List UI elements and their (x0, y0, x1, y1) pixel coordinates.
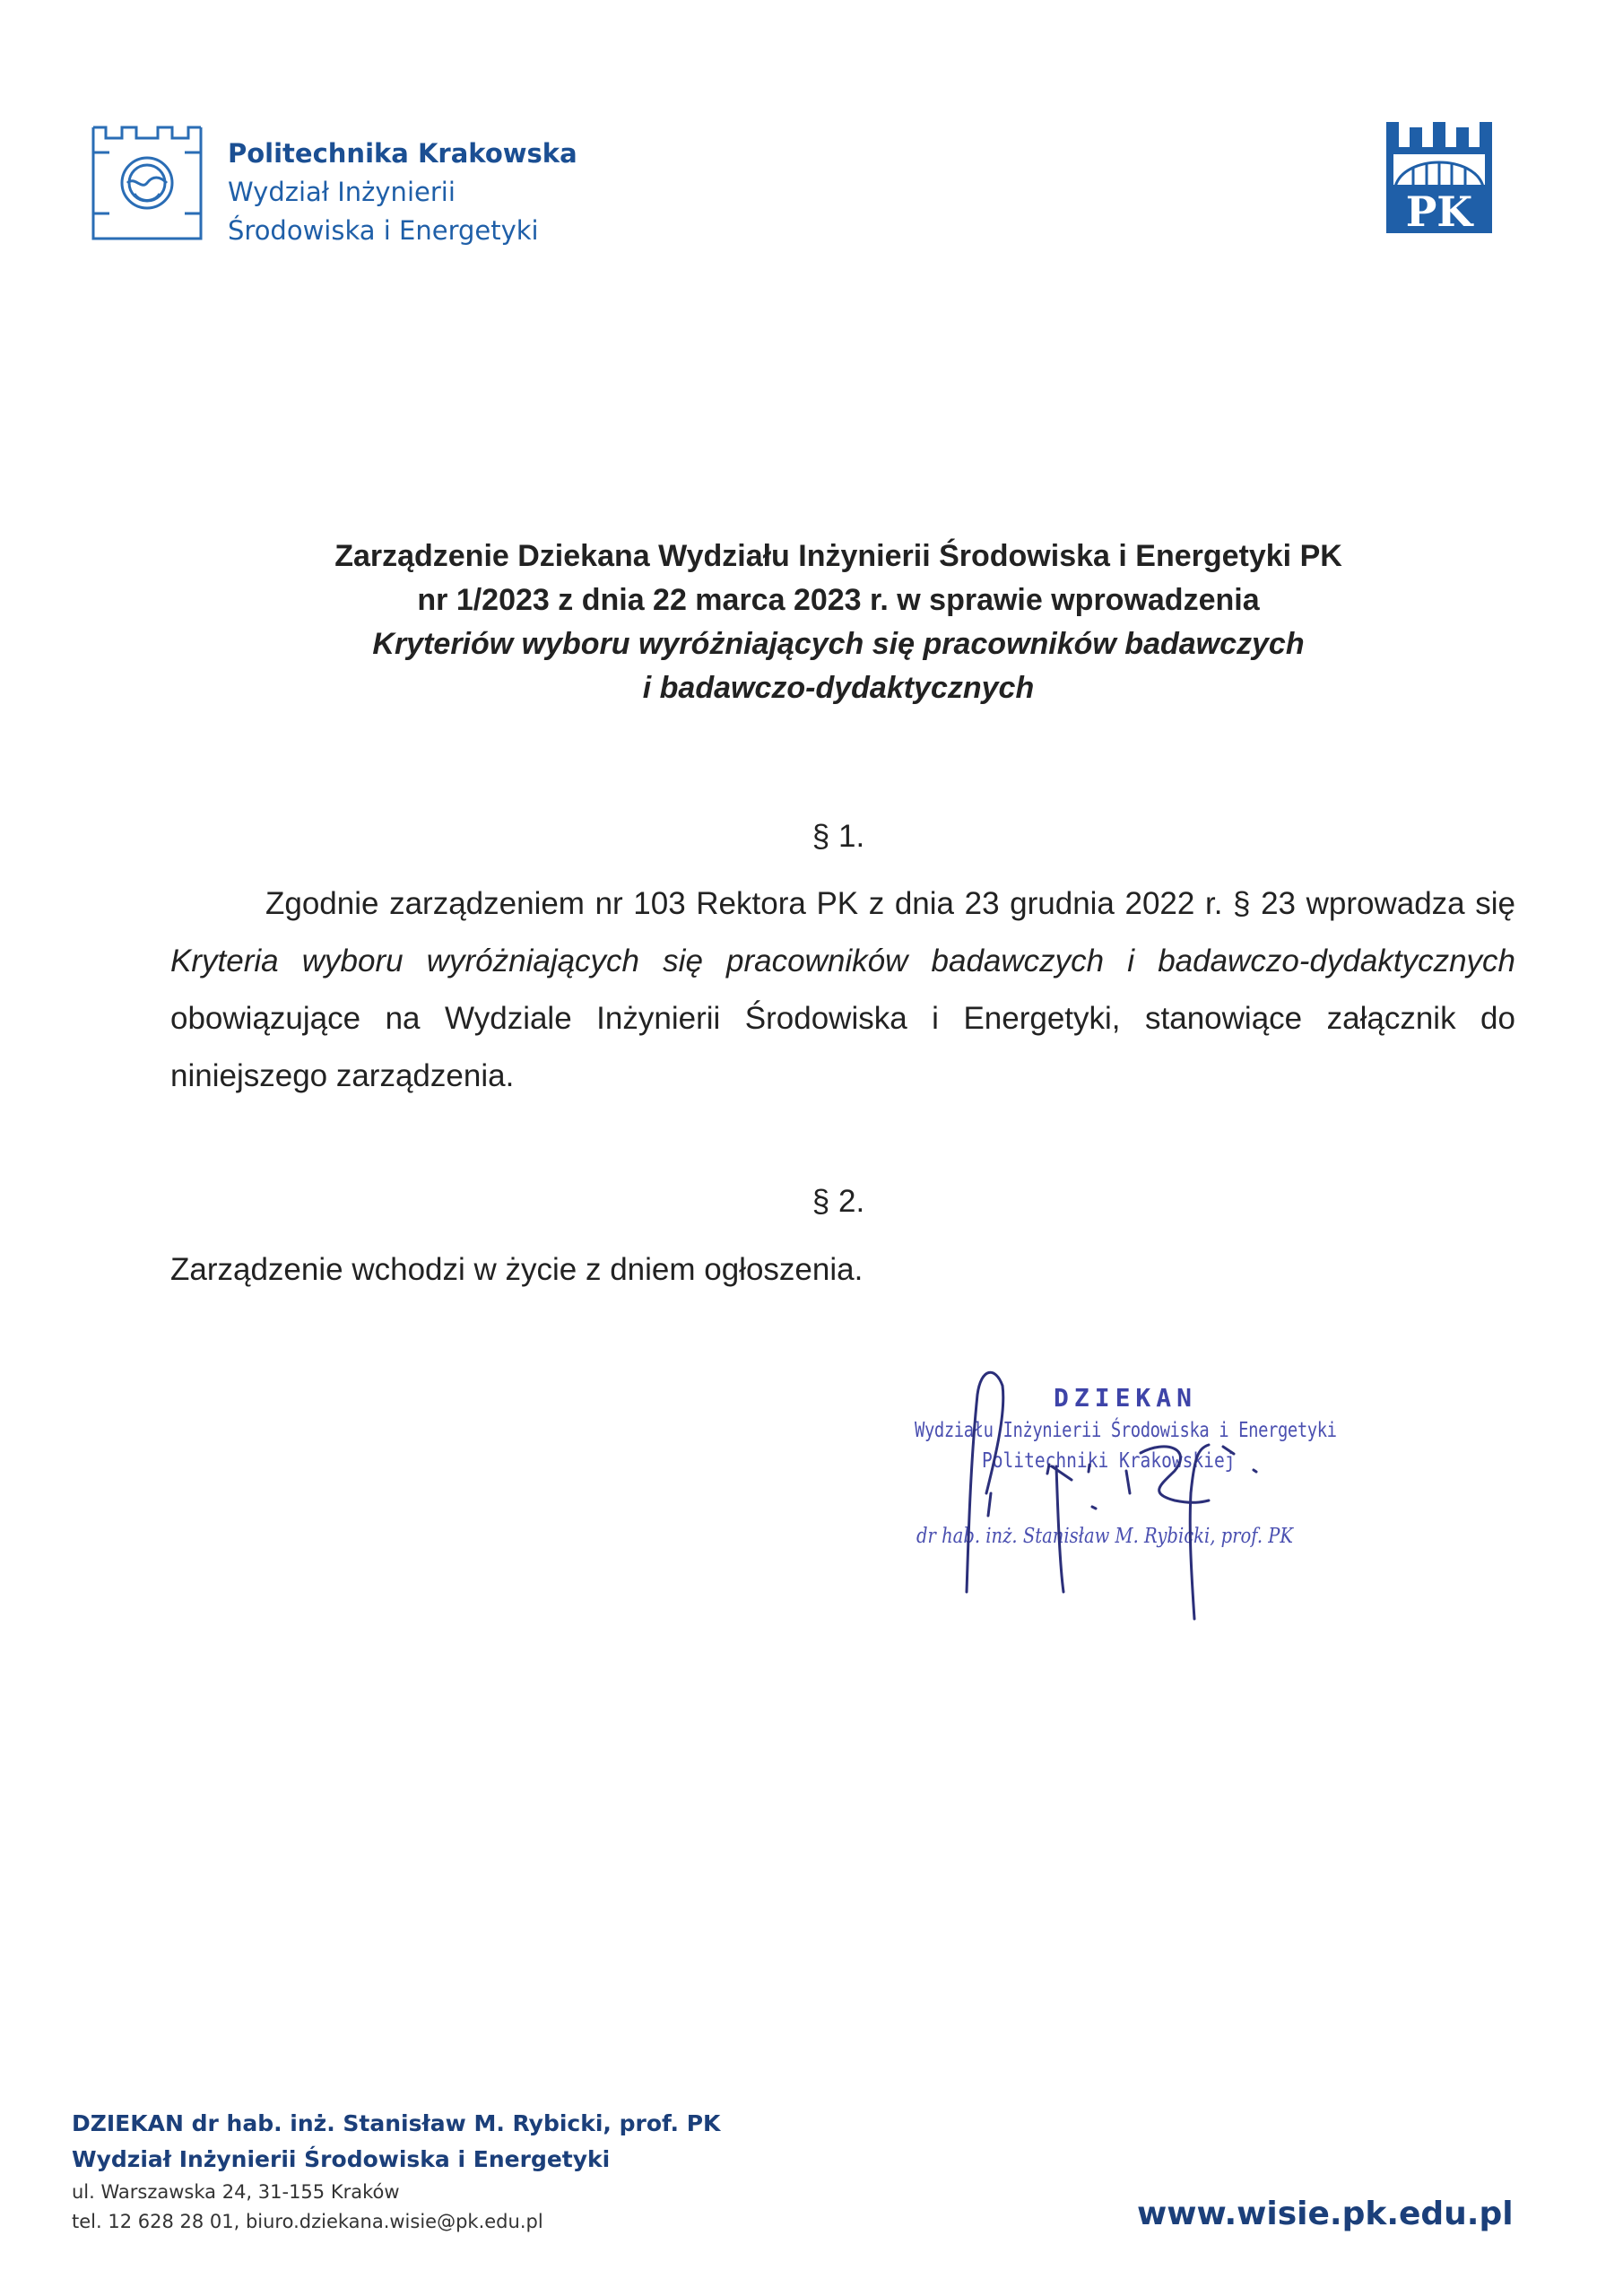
faculty-name-line3: Środowiska i Energetyki (228, 215, 539, 246)
footer-dean: DZIEKAN dr hab. inż. Stanisław M. Rybicki, prof. PK (72, 2110, 721, 2136)
stamp-title: DZIEKAN (1054, 1383, 1198, 1413)
website-link[interactable]: www.wisie.pk.edu.pl (1137, 2196, 1514, 2232)
section2-text: Zarządzenie wchodzi w życie z dniem ogłoszenia. (170, 1252, 864, 1287)
university-name: Politechnika Krakowska (228, 138, 577, 169)
section1-text (170, 875, 1515, 1105)
footer (72, 2106, 720, 2237)
section1-mark: § 1. (812, 819, 865, 854)
handwritten-signature-icon (906, 1359, 1354, 1628)
criteria-title: Kryteria wyboru wyróżniających się pracowników badawczych i badawczo-dydaktycznych (170, 944, 1515, 978)
title-line4: i badawczo-dydaktycznych (642, 671, 1035, 705)
title-line2: nr 1/2023 z dnia 22 marca 2023 r. w sprawie wprowadzenia (417, 583, 1260, 617)
faculty-name-line2: Wydział Inżynierii (228, 177, 456, 207)
stamp-dean-name: dr hab. inż. Stanisław M. Rybicki, prof. PK (916, 1525, 1294, 1548)
pk-university-logo-icon (1386, 122, 1492, 233)
stamp-university: Politechniki Krakowskiej (982, 1449, 1236, 1473)
section1-text-b: obowiązujące na Wydziale Inżynierii Środowiska i Energetyki, stanowiące załącznik do niniejszego zarządzenia. (170, 1001, 1515, 1093)
document-title (143, 535, 1533, 710)
footer-address: ul. Warszawska 24, 31-155 Kraków (72, 2181, 400, 2203)
title-line3: Kryteriów wyboru wyróżniających się pracowników badawczych (372, 627, 1305, 661)
section2-mark: § 2. (812, 1184, 865, 1219)
pk-logo-text: PK (1405, 187, 1473, 233)
footer-faculty: Wydział Inżynierii Środowiska i Energetyki (72, 2146, 611, 2172)
title-line1: Zarządzenie Dziekana Wydziału Inżynierii Środowiska i Energetyki PK (334, 539, 1342, 573)
stamp-faculty: Wydziału Inżynierii Środowiska i Energetyki (915, 1419, 1337, 1442)
section1-text-a: Zgodnie zarządzeniem nr 103 Rektora PK z dnia 23 grudnia 2022 r. § 23 wprowadza się (265, 886, 1515, 921)
faculty-name (228, 135, 577, 250)
footer-contact: tel. 12 628 28 01, biuro.dziekana.wisie@pk.edu.pl (72, 2211, 543, 2232)
faculty-castle-logo-icon (91, 126, 203, 240)
